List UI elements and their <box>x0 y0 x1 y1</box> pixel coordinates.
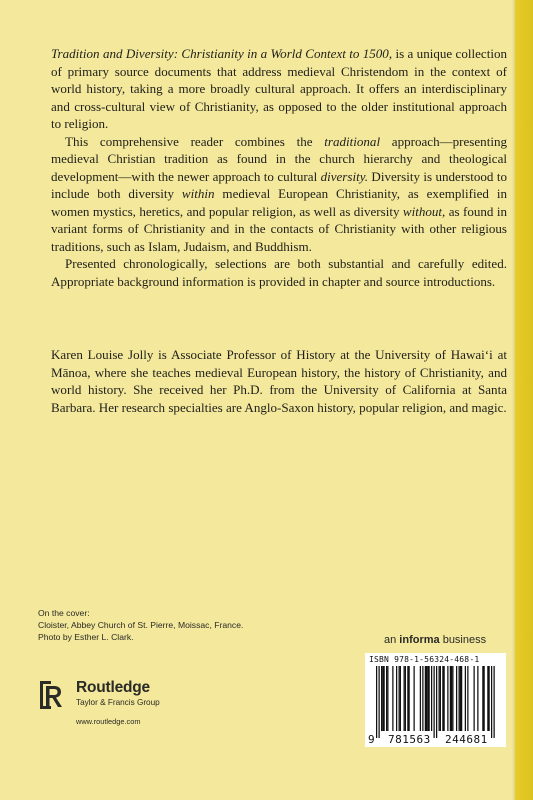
barcode-bar <box>387 666 388 731</box>
barcode-bar <box>440 666 441 731</box>
informa-brand: informa <box>399 634 440 646</box>
author-bio-paragraph <box>51 346 507 416</box>
barcode-bar <box>422 666 423 731</box>
barcode-bar <box>474 666 475 731</box>
publisher-group: Taylor & Francis Group <box>76 698 160 707</box>
cover-credit-location: Cloister, Abbey Church of St. Pierre, Moissac, France. <box>38 619 244 630</box>
barcode-bar <box>420 666 421 731</box>
description-text: approach—presenting medieval Christian tradition as found in the church hierarchy and theological development—with the newer approach to cultural <box>51 133 507 184</box>
isbn-number: ISBN 978-1-56324-468-1 <box>369 655 480 664</box>
description-text: as found in variant forms of Christianity and in the contacts of Christianity with other religious traditions, such as Islam, Judaism, and Buddhism. <box>51 203 508 254</box>
barcode-bar <box>382 666 383 731</box>
barcode-bar <box>451 666 452 731</box>
barcode-bar <box>384 666 385 731</box>
barcode-bar <box>407 666 408 731</box>
barcode-bar <box>482 666 483 731</box>
barcode-bar <box>379 666 380 738</box>
barcode-bar <box>477 666 478 731</box>
informa-suffix: business <box>439 634 487 646</box>
barcode-bar <box>459 666 460 731</box>
barcode-bar <box>434 666 435 738</box>
barcode-digits-right: 244681 <box>445 733 488 746</box>
barcode-bar <box>431 666 432 731</box>
barcode-bar <box>436 666 437 738</box>
description-paragraph-3: Presented chronologically, selections are both substantial and carefully edited. Appropriate background information is provided in chapter and source introductions. <box>51 256 507 289</box>
book-title-italic: Tradition and Diversity: Christianity in a World Context to 1500, <box>51 46 393 61</box>
book-description <box>51 45 507 290</box>
barcode-bar <box>442 666 443 731</box>
cover-credit-heading: On the cover: <box>38 608 90 618</box>
barcode-bar <box>409 666 410 731</box>
barcode-bar <box>456 666 457 731</box>
informa-prefix: an <box>384 634 400 646</box>
barcode-bar <box>444 666 445 731</box>
barcode-bar <box>461 666 462 731</box>
barcode-bar <box>396 666 397 731</box>
barcode-digits-left: 781563 <box>388 733 431 746</box>
barcode-bar <box>392 666 393 731</box>
emphasis-diversity: diversity. <box>320 168 369 184</box>
isbn-barcode <box>365 653 506 747</box>
barcode-bar <box>494 666 495 738</box>
barcode-bar <box>467 666 468 731</box>
barcode-bar <box>404 666 405 731</box>
barcode-bar <box>405 666 406 731</box>
barcode-bar <box>439 666 440 731</box>
barcode-bar <box>465 666 466 731</box>
publisher-block <box>76 679 160 708</box>
emphasis-within: within <box>181 186 215 201</box>
routledge-logo-icon <box>38 679 66 711</box>
author-bio-text: is Associate Professor of History at the University of Hawaiʻi at Mānoa, where she teaches medieval European history, the history of Christianity, and world history. She received her Ph.D. from the University of California at Santa Barbara. Her research specialties are Anglo-Saxon history, popular religion, and magic. <box>51 347 507 415</box>
description-text: medieval European Christianity, as exemplified in women mystics, heretics, and popular religion, as well as diversity <box>51 186 507 219</box>
cover-credit-photographer: Photo by Esther L. Clark. <box>38 631 134 642</box>
barcode-bar <box>429 666 430 731</box>
barcode-bar <box>426 666 427 731</box>
barcode-bar <box>450 666 451 731</box>
author-bio <box>51 346 507 416</box>
publisher-website: www.routledge.com <box>76 717 141 726</box>
barcode-bar <box>491 666 492 738</box>
barcode-bar <box>489 666 490 731</box>
cover-credit <box>38 608 358 643</box>
publisher-name: Routledge <box>76 679 150 696</box>
description-text: This comprehensive reader combines the <box>65 133 325 149</box>
spine-edge <box>515 0 533 800</box>
barcode-bar <box>487 666 488 731</box>
barcode-bar <box>414 666 415 731</box>
emphasis-without: without, <box>402 203 446 219</box>
description-paragraph-2 <box>51 133 507 256</box>
barcode-bar <box>386 666 387 731</box>
author-name: Karen Louise Jolly <box>51 347 154 362</box>
description-text: Diversity is understood to include both diversity <box>51 168 507 201</box>
barcode-lead-digit: 9 <box>368 733 376 746</box>
informa-business-label <box>384 634 486 646</box>
barcode-bar <box>399 666 400 731</box>
barcode-bar <box>425 666 426 731</box>
description-paragraph-1 <box>51 45 507 133</box>
barcode-bar <box>381 666 382 731</box>
barcode-bar <box>400 666 401 731</box>
barcode-bar <box>427 666 428 731</box>
barcode-bar <box>484 666 485 731</box>
barcode-bar <box>447 666 448 731</box>
barcode-bar <box>460 666 461 731</box>
emphasis-traditional: traditional <box>324 133 381 149</box>
barcode-bar <box>376 666 377 738</box>
barcode-bar <box>452 666 453 731</box>
description-text: is a unique collection of primary source documents that address medieval Christendom in the context of world history, taking a more broadly cultural approach. It offers an interdisciplinary and cross-cultural view of Christianity, as opposed to the older institutional approach to religion. <box>51 46 507 131</box>
